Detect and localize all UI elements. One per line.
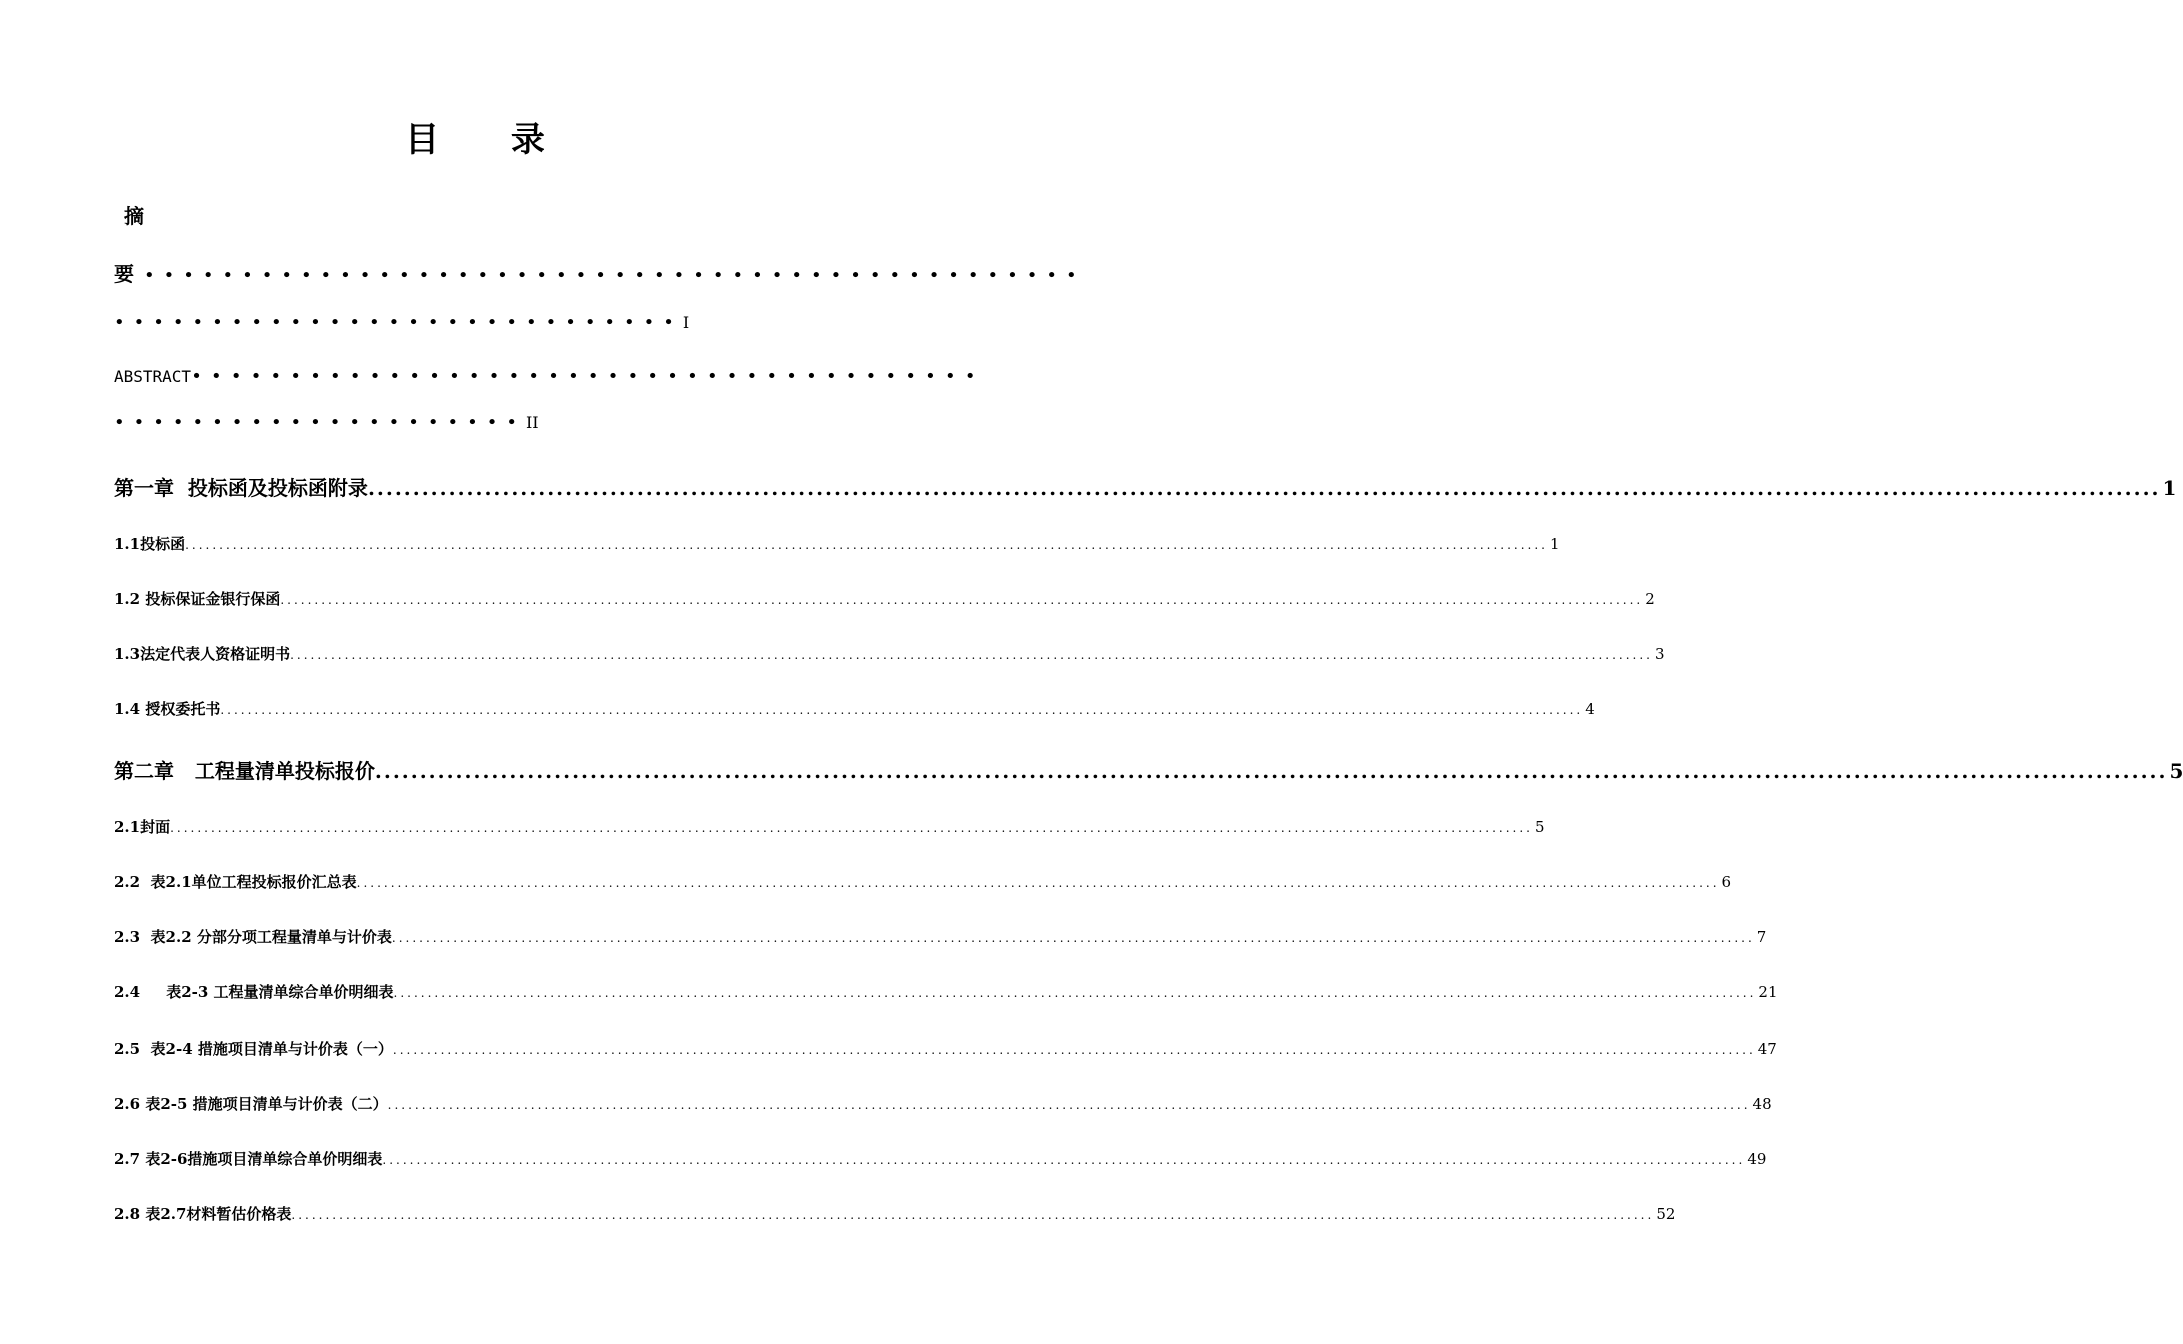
toc-entry-label: 2.4 表2-3 工程量清单综合单价明细表: [114, 983, 394, 1001]
toc-entry-page: 6: [1721, 873, 1732, 891]
toc-section-entry[interactable]: [114, 533, 1560, 554]
toc-entry-label: 1.2 投标保证金银行保函: [114, 590, 281, 608]
toc-section-entry[interactable]: [114, 1038, 1777, 1059]
toc-entry-page: 21: [1758, 983, 1778, 1001]
toc-section-entry[interactable]: [114, 816, 1545, 837]
toc-abstract-line-2[interactable]: [114, 312, 714, 333]
toc-entry-page: 1: [2162, 476, 2177, 500]
toc-section-entry[interactable]: [114, 926, 1767, 947]
toc-abstract-head[interactable]: 摘: [124, 204, 144, 228]
toc-entry-page: 3: [1655, 645, 1665, 663]
toc-section-entry[interactable]: [114, 1148, 1767, 1169]
toc-section-entry[interactable]: [114, 1203, 1676, 1224]
toc-entry-label: 2.7 表2-6措施项目清单综合单价明细表: [114, 1150, 383, 1168]
toc-abstract-en-label: ABSTRACT: [114, 367, 192, 386]
toc-leader: •••••••••••••••••••••: [114, 412, 526, 433]
toc-leader: ........................................................................................................................................................................................................: [382, 1153, 1746, 1167]
toc-section-entry[interactable]: [114, 643, 1665, 664]
toc-leader: ••••••••••••••••••••••••••••••••••••••••: [191, 366, 985, 387]
toc-section-entry[interactable]: [114, 698, 1595, 719]
toc-entry-label: 2.2 表2.1单位工程投标报价汇总表: [114, 873, 357, 891]
toc-entry-label: 2.6 表2-5 措施项目清单与计价表（二）: [114, 1095, 388, 1113]
toc-section-entry[interactable]: [114, 871, 1732, 892]
toc-leader: ........................................................................................................................................................................................................: [356, 876, 1720, 890]
toc-chapter-entry[interactable]: [114, 755, 2183, 784]
toc-section-entry[interactable]: [114, 981, 1778, 1002]
toc-entry-label: 1.4 授权委托书: [114, 700, 221, 718]
toc-leader: ........................................................................................................................................................................................................: [367, 476, 2161, 500]
toc-abstract-en-page: II: [525, 413, 539, 432]
toc-entry-label: 1.1投标函: [114, 535, 186, 553]
toc-entry-label: 2.3 表2.2 分部分项工程量清单与计价表: [114, 928, 392, 946]
toc-entry-page: 4: [1585, 700, 1595, 718]
toc-entry-label: 2.8 表2.7材料暂估价格表: [114, 1205, 292, 1223]
toc-entry-page: 5: [2169, 759, 2183, 783]
toc-entry-label: 1.3法定代表人资格证明书: [114, 645, 291, 663]
toc-entry-label: 2.1封面: [114, 818, 171, 836]
toc-chapter-entry[interactable]: [114, 472, 2177, 501]
toc-entry-label: 2.5 表2-4 措施项目清单与计价表（一）: [114, 1040, 393, 1058]
toc-abstract-page: I: [682, 313, 690, 332]
toc-leader: ........................................................................................................................................................................................................: [290, 648, 1653, 662]
toc-entry-page: 7: [1756, 928, 1767, 946]
toc-section-entry[interactable]: [114, 588, 1655, 609]
toc-section-entry[interactable]: [114, 1093, 1772, 1114]
toc-leader: ••••••••••••••••••••••••••••••••••••••••••••••••: [144, 265, 1086, 286]
toc-leader: ........................................................................................................................................................................................................: [291, 1208, 1655, 1222]
toc-entry-page: 5: [1535, 818, 1545, 836]
toc-entry-page: 47: [1757, 1040, 1777, 1058]
toc-leader: ........................................................................................................................................................................................................: [387, 1098, 1751, 1112]
toc-leader: ........................................................................................................................................................................................................: [391, 931, 1755, 945]
toc-leader: ........................................................................................................................................................................................................: [280, 593, 1644, 607]
toc-entry-page: 48: [1752, 1095, 1772, 1113]
toc-entry-label: 第二章 工程量清单投标报价: [114, 759, 375, 783]
toc-entry-page: 52: [1656, 1205, 1676, 1223]
toc-entry-page: 1: [1550, 535, 1560, 553]
toc-entry-page: 49: [1747, 1150, 1767, 1168]
toc-leader: ........................................................................................................................................................................................................: [185, 538, 1548, 552]
toc-abstract-label: 要: [114, 262, 134, 286]
toc-leader: ........................................................................................................................................................................................................: [393, 986, 1757, 1000]
toc-abstract-line-1[interactable]: [114, 258, 1086, 287]
toc-abstract-en-line-1[interactable]: [114, 366, 985, 387]
toc-leader: ........................................................................................................................................................................................................: [392, 1043, 1756, 1057]
toc-abstract-en-line-2[interactable]: [114, 412, 539, 433]
toc-leader: •••••••••••••••••••••••••••••: [114, 312, 683, 333]
toc-entry-page: 2: [1645, 590, 1655, 608]
toc-leader: ........................................................................................................................................................................................................: [374, 759, 2168, 783]
toc-entry-label: 第一章 投标函及投标函附录: [114, 476, 368, 500]
toc-leader: ........................................................................................................................................................................................................: [220, 703, 1584, 717]
toc-leader: ........................................................................................................................................................................................................: [170, 821, 1533, 835]
page-title: 目 录: [405, 120, 575, 160]
